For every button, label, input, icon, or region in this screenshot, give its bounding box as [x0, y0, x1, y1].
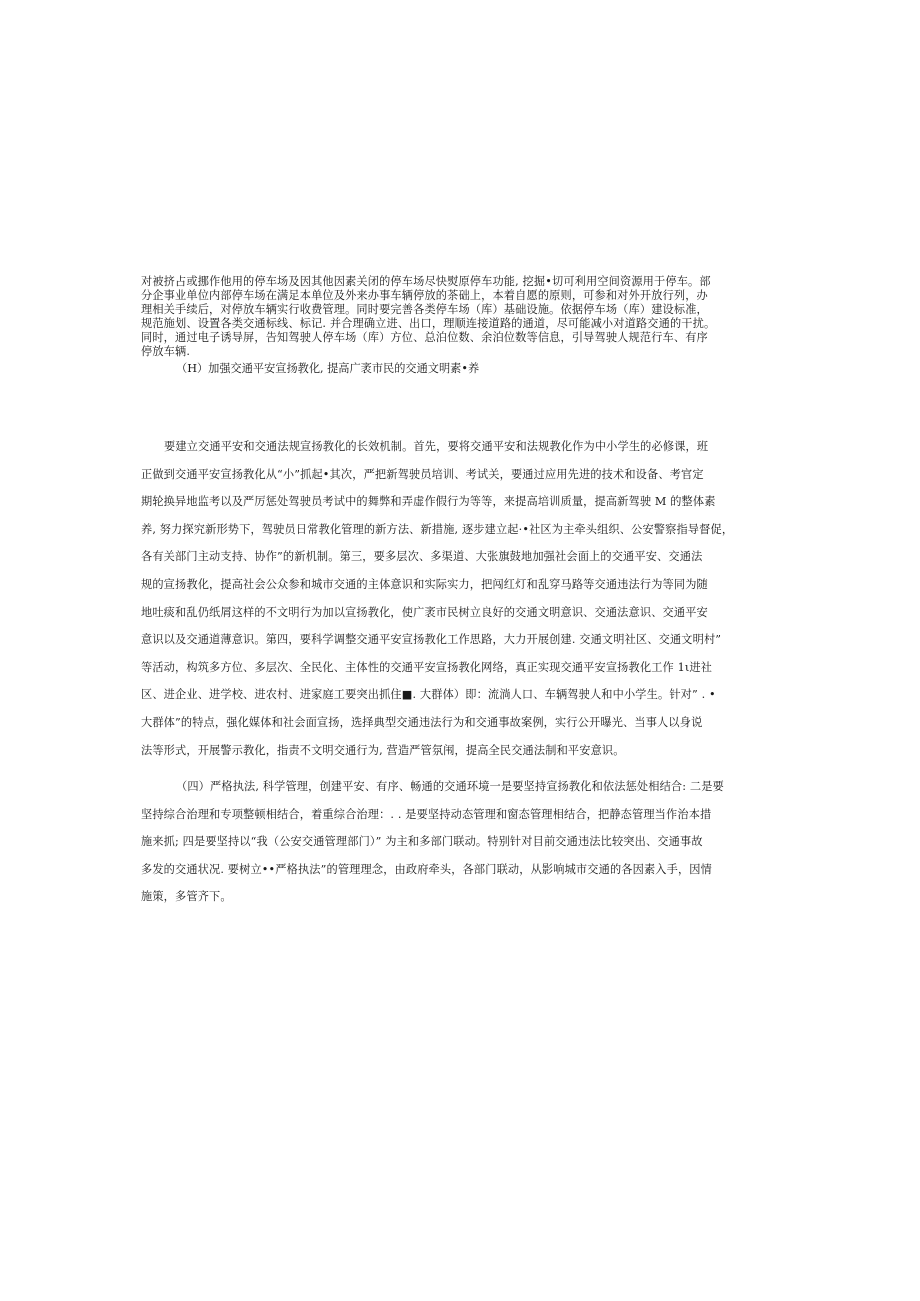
- section-three-body: [141, 433, 791, 764]
- text-line: 养, 努力探究新形势下，驾驶员日常教化管理的新方法、新措施, 逐步建立起·•社区为主牵头组织、公安警察指导督促，: [141, 522, 734, 536]
- text-line: 坚持综合治理和专项整顿相结合，着重综合治理：. . 是要坚持动态管理和窗态管理相结合，把静态管理当作治本措: [141, 807, 712, 821]
- text-line: 地吐痰和乱仍纸屑这样的不文明行为加以宣扬教化，使广袤市民树立良好的交通文明意识、交通法意识、交通平安: [141, 605, 708, 619]
- text-line: 等活动，构筑多方位、多层次、全民化、主体性的交通平安宣扬教化网络，真正实现交通平安宣扬教化工作 1ι进社: [141, 660, 713, 674]
- text-line: 对被挤占或挪作他用的停车场及因其他因素关闭的停车场尽快熨原停车功能, 挖掘•切可利用空间资源用于停车。部: [141, 275, 711, 288]
- text-line: 施来抓; 四是要坚持以“我（公安交通管理部门）” 为主和多部门联动。特别针对目前交通违法比较突出、交通事故: [141, 835, 703, 849]
- text-line: 同时，通过电子诱导屏，告知驾驶人停车场（库）方位、总泊位数、余泊位数等信息，引导驾驶人规范行车、有序: [141, 331, 708, 344]
- text-line: 区、进企业、进学校、进农村、进家庭工要突出抓住■. 大群体）即：流淌人口、车辆驾驶人和中小学生。针对” . •: [141, 688, 716, 702]
- text-line: 分企事业单位内部停车场在满足本单位及外来办事车辆停放的茶础上，本着自愿的原则，可参和对外开放行列，办: [141, 289, 708, 302]
- text-line: 意识以及交通道薄意识。第四，要科学调整交通平安宣扬教化工作思路，大力开展创建. 交通文明社区、交通文明村”: [141, 633, 722, 647]
- text-line: 各有关部门主动支持、协作”的新机制。第三，要多层次、多渠道、大张旗鼓地加强社会面上的交通平安、交通法: [141, 550, 703, 564]
- text-line: 大群体”的特点，强化媒体和社会面宣扬，选择典型交通违法行为和交通事故案例，实行公开曝光、当事人以身说: [141, 715, 703, 729]
- text-line: 正做到交通平安宣扬教化从“小”抓起•其次，严把新驾驶员培训、考试关，要通过应用先进的技术和设备、考官定: [141, 467, 704, 481]
- text-line: （四）严格执法, 科学管理，创建平安、有序、畅通的交通环境一是要坚持宣扬教化和依法惩处相结合: 二是要: [176, 780, 724, 793]
- paragraph-parking: [141, 275, 791, 359]
- text-line: 规范施划、设置各类交通标线、标记. 并合理确立进、出口，理顺连接道路的通道，尽可能减小对道路交通的干扰。: [141, 317, 716, 330]
- text-line: 施策，多管齐下。: [141, 890, 232, 904]
- text-line: 多发的交通状况. 要树立••严格执法”的管理理念，由政府牵头，各部门联动，从影响城市交通的各因素入手，因情: [141, 862, 712, 876]
- text-line: 规的宣扬教化，提高社会公众参和城市交通的主体意识和实际实力，把闯红灯和乱穿马路等交通违法行为等同为随: [141, 577, 708, 591]
- section-three-heading: （H）加强交通平安宣扬教化, 提高广袤市民的交通文明素•养: [176, 362, 480, 375]
- text-line: 停放车辆.: [141, 345, 191, 358]
- section-four-body: [141, 773, 791, 911]
- text-line: 理相关手续后，对停放车辆实行收费管理。同时要完善各类停车场（库）基础设施。依据停车场（库）建设标准，: [141, 303, 708, 316]
- text-line: 法等形式，开展警示教化，指责不文明交通行为, 营造严管氛闱，提高全民交通法制和平安意识。: [141, 743, 625, 757]
- text-line: 要建立交通平安和交通法规宣扬教化的长效机制。首先，要将交通平安和法规教化作为中小学生的必修课，班: [164, 440, 709, 453]
- text-line: 期轮换异地监考以及严厉惩处驾驶员考试中的舞弊和弄虚作假行为等等，来提高培训质量，提高新驾驶 M 的整体素: [141, 495, 716, 509]
